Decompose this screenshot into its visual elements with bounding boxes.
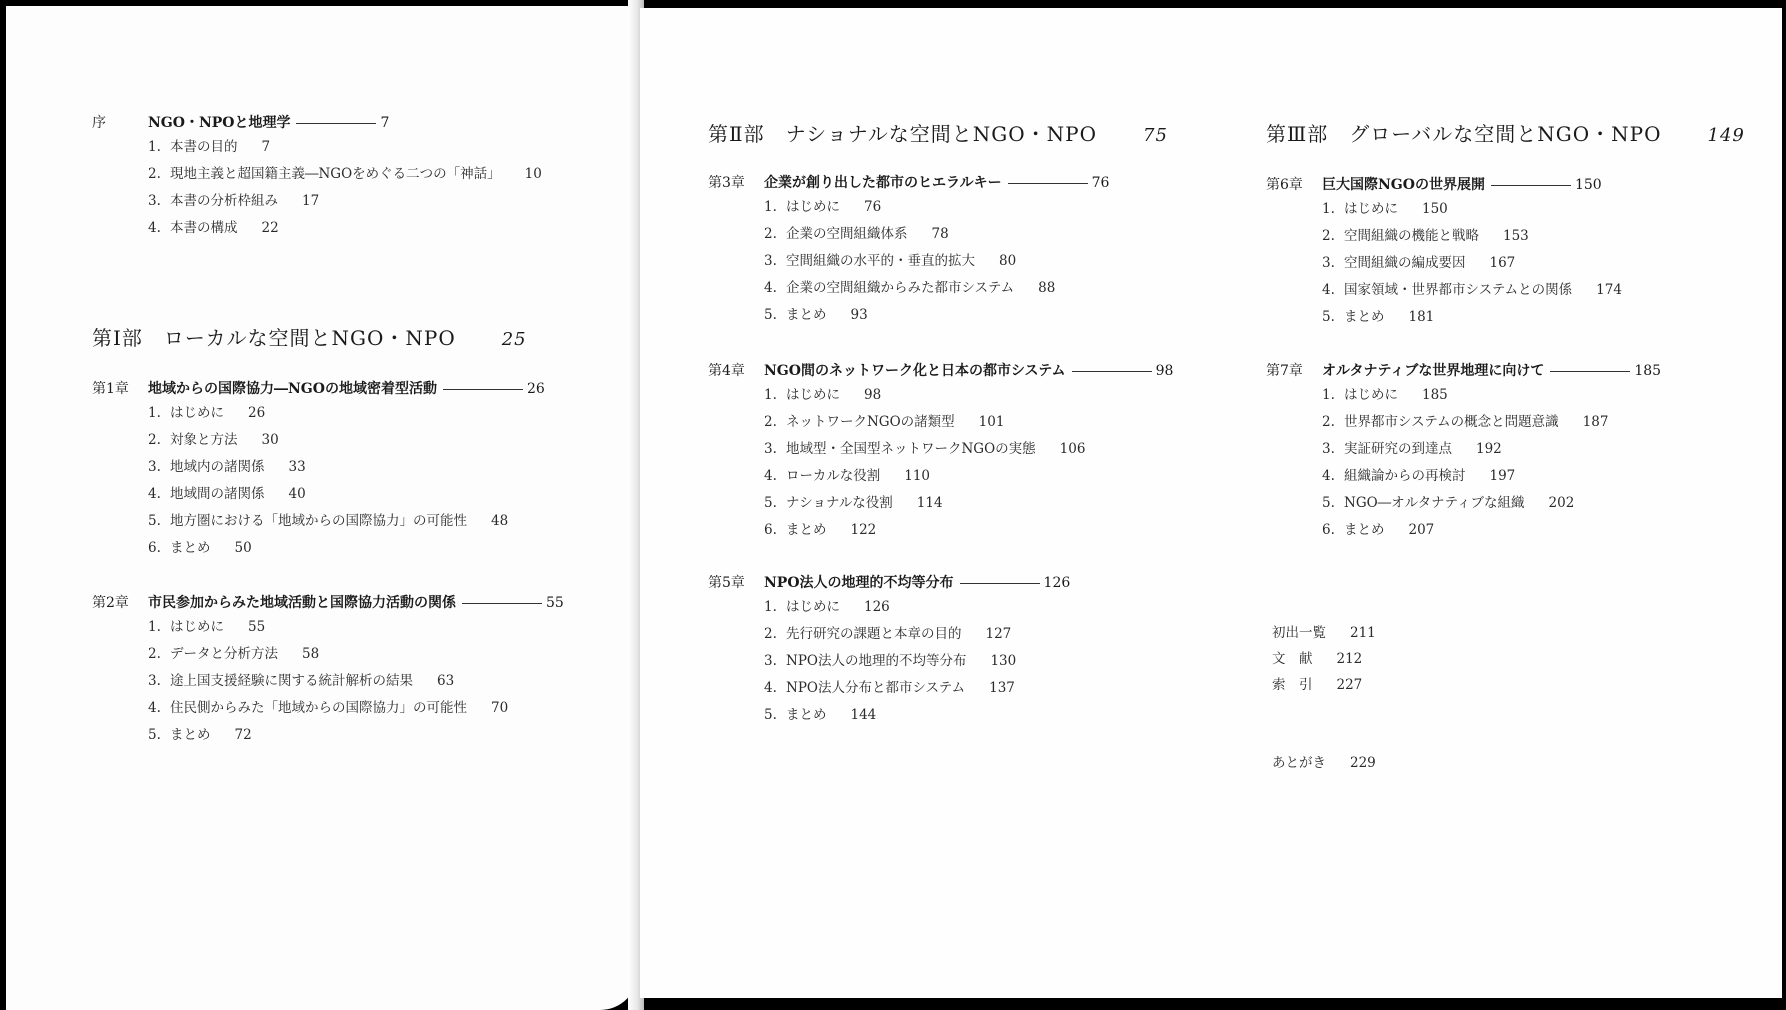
section-item: 2. データと分析方法 58: [148, 646, 320, 662]
section-item: 6. まとめ 207: [1322, 522, 1435, 538]
section-item: 3. 空間組織の編成要因 167: [1322, 255, 1516, 271]
backmatter-item: 初出一覧 211: [1272, 625, 1376, 641]
chapter-heading: 第2章 市民参加からみた地域活動と国際協力活動の関係 55: [92, 595, 564, 611]
section-item: 5. まとめ 181: [1322, 309, 1435, 325]
section-item: 3. 実証研究の到達点 192: [1322, 441, 1502, 457]
part1-title: 第Ⅰ部 ローカルな空間とNGO・NPO: [92, 326, 456, 350]
chapter-3: [708, 172, 1109, 329]
afterword: [1272, 750, 1376, 776]
section-item: 4. 住民側からみた「地域からの国際協力」の可能性 70: [148, 700, 509, 716]
section-item: 4. 本書の構成 22: [148, 220, 279, 236]
section-item: 1. 本書の目的 7: [148, 139, 271, 155]
section-item: 2. 先行研究の課題と本章の目的 127: [764, 626, 1012, 642]
section-item: 3. 地域型・全国型ネットワークNGOの実態 106: [764, 441, 1086, 457]
section-item: 5. ナショナルな役割 114: [764, 495, 943, 511]
chapter-heading: 第6章 巨大国際NGOの世界展開 150: [1266, 177, 1602, 193]
part3-heading: [1266, 118, 1745, 147]
section-item: 1. はじめに 150: [1322, 201, 1448, 217]
chapter-4: [708, 360, 1173, 544]
chapter-1: [92, 378, 545, 562]
afterword-title: あとがき: [1272, 755, 1326, 771]
part2-title: 第Ⅱ部 ナショナルな空間とNGO・NPO: [708, 122, 1098, 146]
backmatter-item: 文 献 212: [1272, 651, 1363, 667]
section-item: 5. まとめ 93: [764, 307, 868, 323]
section-item: 1. はじめに 185: [1322, 387, 1448, 403]
section-item: 1. はじめに 126: [764, 599, 890, 615]
section-item: 3. 本書の分析枠組み 17: [148, 193, 320, 209]
part2-page: 75: [1143, 125, 1168, 146]
section-item: 3. 空間組織の水平的・垂直的拡大 80: [764, 253, 1017, 269]
section-item: 1. はじめに 76: [764, 199, 882, 215]
preface-heading: [92, 112, 542, 132]
preface-sections: [148, 134, 542, 242]
leader-line: [296, 123, 376, 124]
section-item: 4. NPO法人分布と都市システム 137: [764, 680, 1015, 696]
section-item: 3. 地域内の諸関係 33: [148, 459, 306, 475]
part3-title: 第Ⅲ部 グローバルな空間とNGO・NPO: [1266, 122, 1662, 146]
section-item: 1. はじめに 26: [148, 405, 266, 421]
section-item: 2. 世界都市システムの概念と問題意識 187: [1322, 414, 1609, 430]
chapter-heading: 第4章 NGO間のネットワーク化と日本の都市システム 98: [708, 363, 1174, 379]
section-item: 4. 地域間の諸関係 40: [148, 486, 306, 502]
part3-page: 149: [1707, 125, 1745, 146]
section-item: 6. まとめ 50: [148, 540, 252, 556]
section-item: 3. NPO法人の地理的不均等分布 130: [764, 653, 1017, 669]
section-item: 5. まとめ 144: [764, 707, 877, 723]
chapter-2: [92, 592, 564, 749]
preface-label: 序: [92, 115, 106, 131]
chapter-heading: 第3章 企業が創り出した都市のヒエラルキー 76: [708, 175, 1110, 191]
section-item: 2. ネットワークNGOの諸類型 101: [764, 414, 1005, 430]
section-item: 5. 地方圏における「地域からの国際協力」の可能性 48: [148, 513, 509, 529]
section-item: 4. 組織論からの再検討 197: [1322, 468, 1516, 484]
preface-page: 7: [380, 115, 390, 131]
preface-title: NGO・NPOと地理学: [148, 115, 291, 131]
section-item: 1. はじめに 98: [764, 387, 882, 403]
section-item: 2. 空間組織の機能と戦略 153: [1322, 228, 1529, 244]
chapter-heading: 第7章 オルタナティブな世界地理に向けて 185: [1266, 363, 1662, 379]
section-item: 3. 途上国支援経験に関する統計解析の結果 63: [148, 673, 455, 689]
section-item: 2. 現地主義と超国籍主義―NGOをめぐる二つの「神話」 10: [148, 166, 542, 182]
section-item: 6. まとめ 122: [764, 522, 877, 538]
section-item: 2. 企業の空間組織体系 78: [764, 226, 949, 242]
preface-block: [92, 112, 542, 242]
afterword-page: 229: [1350, 755, 1376, 771]
chapter-5: [708, 572, 1070, 729]
section-item: 4. 企業の空間組織からみた都市システム 88: [764, 280, 1056, 296]
section-item: 5. NGO―オルタナティブな組織 202: [1322, 495, 1575, 511]
section-item: 4. 国家領域・世界都市システムとの関係 174: [1322, 282, 1622, 298]
chapter-7: [1266, 360, 1661, 544]
part1-page: 25: [501, 329, 527, 350]
chapter-heading: 第5章 NPO法人の地理的不均等分布 126: [708, 575, 1071, 591]
part1-heading: [92, 322, 527, 351]
section-item: 5. まとめ 72: [148, 727, 252, 743]
section-item: 4. ローカルな役割 110: [764, 468, 931, 484]
part2-heading: [708, 118, 1168, 147]
backmatter-list: [1272, 620, 1376, 698]
backmatter-item: 索 引 227: [1272, 677, 1363, 693]
chapter-6: [1266, 174, 1622, 331]
section-item: 1. はじめに 55: [148, 619, 266, 635]
section-item: 2. 対象と方法 30: [148, 432, 279, 448]
chapter-heading: 第1章 地域からの国際協力―NGOの地域密着型活動 26: [92, 381, 545, 397]
